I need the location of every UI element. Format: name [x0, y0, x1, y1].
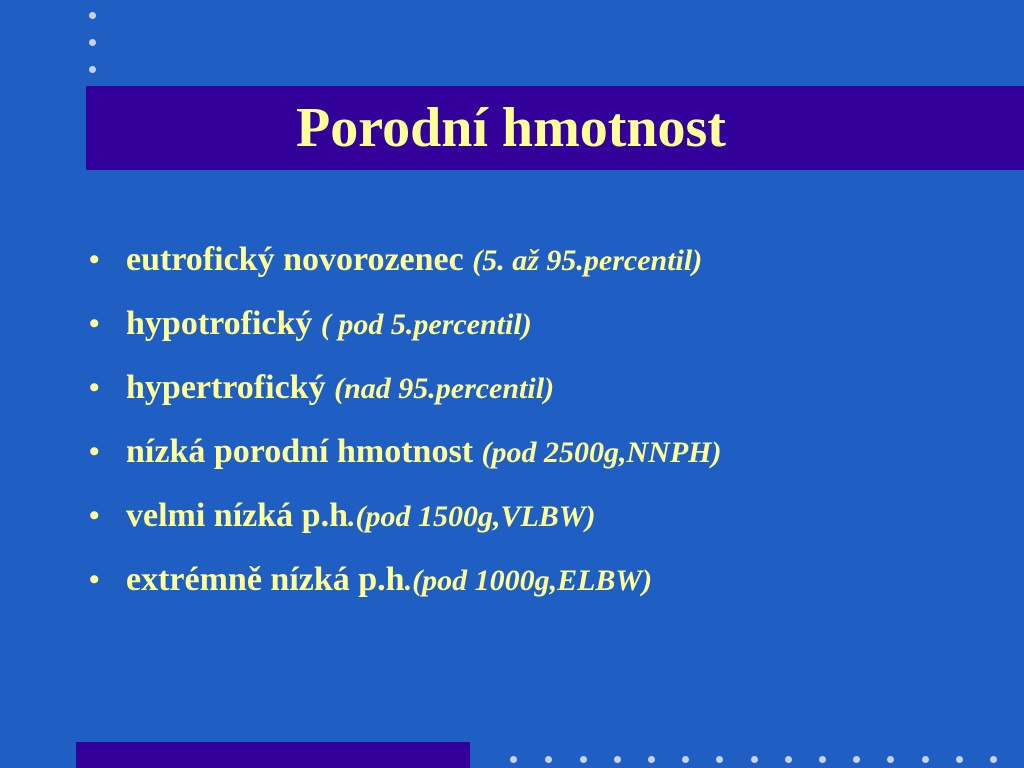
decorative-dot	[89, 66, 96, 73]
bullet-mark: •	[89, 435, 100, 468]
bullet-item	[86, 548, 1006, 612]
decorative-dot	[990, 756, 997, 763]
decorative-dots-vertical	[89, 12, 99, 93]
decorative-dot	[510, 756, 517, 763]
bullet-text: velmi nízká p.h	[126, 497, 348, 534]
bullet-mark: •	[89, 563, 100, 596]
decorative-dot	[956, 756, 963, 763]
decorative-dot	[716, 756, 723, 763]
decorative-dot	[819, 756, 826, 763]
decorative-dot	[853, 756, 860, 763]
bullet-text: hypertrofický	[126, 369, 335, 406]
bottom-bar	[76, 742, 470, 768]
decorative-dot	[887, 756, 894, 763]
bullet-item	[86, 420, 1006, 484]
decorative-dot	[614, 756, 621, 763]
decorative-dot	[785, 756, 792, 763]
decorative-dots-horizontal	[505, 756, 1015, 766]
bullet-mark: •	[89, 371, 100, 404]
decorative-dot	[648, 756, 655, 763]
bullet-note: (pod 2500g,NNPH)	[481, 436, 722, 469]
bullet-text: nízká porodní hmotnost	[126, 433, 482, 470]
bullet-text: eutrofický novorozenec	[126, 241, 473, 278]
decorative-dot	[751, 756, 758, 763]
bullet-mark: •	[89, 243, 100, 276]
bullet-item	[86, 292, 1006, 356]
slide-title: Porodní hmotnost	[296, 97, 726, 159]
bullet-text: extrémně nízká p.h	[126, 561, 405, 598]
decorative-dot	[89, 39, 96, 46]
decorative-dot	[922, 756, 929, 763]
bullet-note: ( pod 5.percentil)	[320, 308, 532, 341]
bullet-note: (5. až 95.percentil)	[472, 244, 703, 277]
bullet-list	[86, 228, 1006, 612]
bullet-note: .(pod 1000g,ELBW)	[404, 564, 653, 597]
bullet-mark: •	[89, 499, 100, 532]
bullet-item	[86, 356, 1006, 420]
bullet-mark: •	[89, 307, 100, 340]
decorative-dot	[682, 756, 689, 763]
decorative-dot	[545, 756, 552, 763]
bullet-text: hypotrofický	[126, 305, 321, 342]
bullet-note: (nad 95.percentil)	[334, 372, 555, 405]
bullet-item	[86, 228, 1006, 292]
bullet-item	[86, 484, 1006, 548]
decorative-dot	[89, 12, 96, 19]
bullet-note: .(pod 1500g,VLBW)	[347, 500, 596, 533]
decorative-dot	[580, 756, 587, 763]
